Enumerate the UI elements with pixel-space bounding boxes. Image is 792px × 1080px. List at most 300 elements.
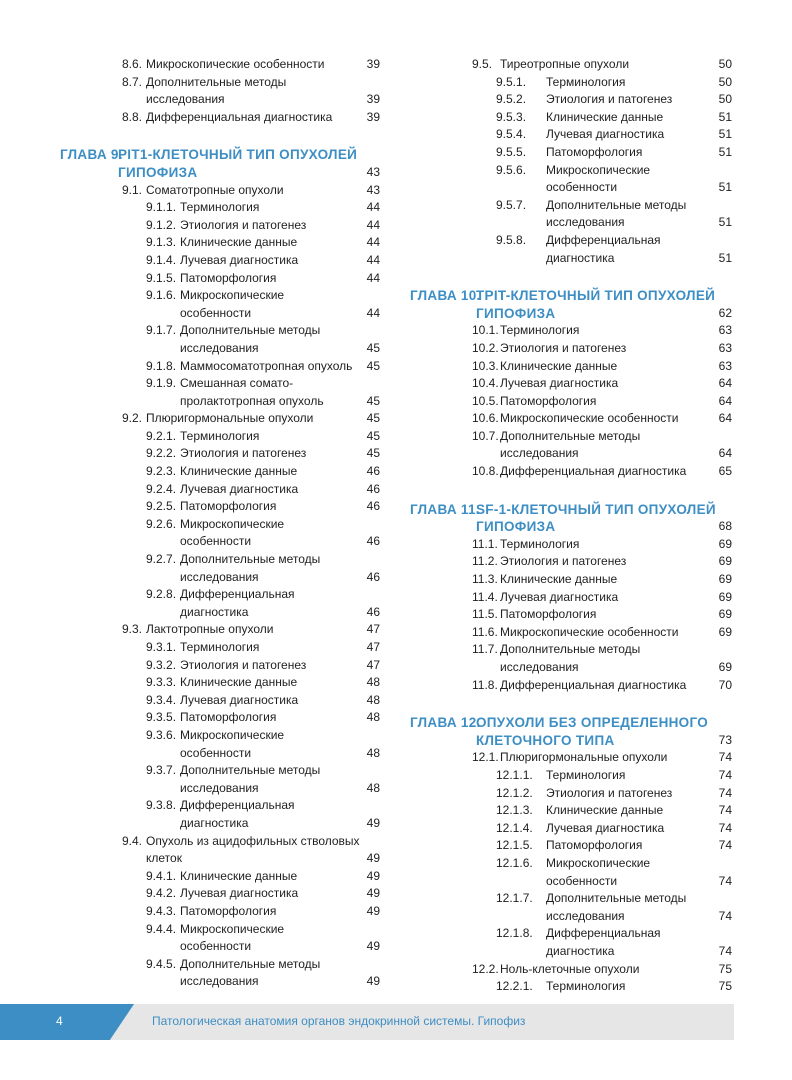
toc-entry — [396, 91, 792, 109]
toc-entry — [0, 868, 392, 886]
section-title-line: Терминология — [180, 428, 260, 443]
section-number: 9.2.6. — [146, 516, 177, 531]
page-number-ref: 74 — [718, 873, 732, 888]
section-number: 9.3.2. — [146, 657, 177, 672]
toc-entry — [396, 358, 792, 376]
section-number: 11.4. — [472, 589, 498, 604]
toc-entry — [396, 820, 792, 838]
section-number: 12.1.5. — [496, 838, 533, 853]
page-number-ref: 63 — [718, 358, 732, 373]
page-number-ref: 75 — [718, 961, 732, 976]
section-number: 9.5.2. — [496, 92, 527, 107]
section-number: 9.2.2. — [146, 446, 177, 461]
toc-entry — [0, 692, 392, 710]
section-title-line: Терминология — [546, 979, 626, 994]
section-number: 9.5.1. — [496, 74, 527, 89]
section-title-line: клеток — [146, 851, 182, 866]
section-title-line: Ноль-клеточные опухоли — [500, 961, 640, 976]
section-title-line: Клинические данные — [546, 109, 664, 124]
toc-entry — [0, 445, 392, 463]
section-number: 10.3. — [472, 358, 499, 373]
section-title-line: Патоморфология — [180, 270, 277, 285]
toc-entry — [396, 536, 792, 554]
toc-entry — [0, 234, 392, 252]
section-number: 12.2. — [472, 961, 499, 976]
section-title-line: Плюригормональные опухоли — [500, 750, 668, 765]
section-title-line: Дополнительные методы — [180, 956, 321, 971]
section-gap — [396, 481, 792, 501]
toc-entry — [0, 551, 392, 586]
section-number: 12.1.7. — [496, 891, 533, 906]
chapter-page-number: 73 — [718, 732, 732, 747]
page-number-ref: 51 — [718, 180, 732, 195]
section-number: 8.7. — [122, 74, 143, 89]
toc-entry — [0, 199, 392, 217]
toc-entry — [396, 410, 792, 428]
section-number: 10.4. — [472, 376, 499, 391]
toc-entry — [396, 162, 792, 197]
section-title-line: пролактотропная опухоль — [180, 393, 324, 408]
page-number-ref: 44 — [366, 200, 380, 215]
page-number-ref: 50 — [718, 74, 732, 89]
page-number-ref: 69 — [718, 607, 732, 622]
section-title-line: Микроскопические особенности — [500, 624, 679, 639]
page-number-ref: 39 — [366, 109, 380, 124]
section-title-line: исследования — [546, 908, 625, 923]
toc-entry — [396, 126, 792, 144]
section-title-line: Клинические данные — [546, 803, 664, 818]
section-number: 9.5. — [472, 57, 493, 71]
section-number: 10.7. — [472, 428, 499, 443]
toc-entry — [396, 232, 792, 267]
toc-column-left — [0, 56, 392, 991]
toc-entry — [0, 322, 392, 357]
page-number-ref: 75 — [718, 979, 732, 994]
section-title-line: Дополнительные методы — [180, 552, 321, 567]
section-title-line: Микроскопические — [180, 288, 285, 303]
section-title-line: Лучевая диагностика — [180, 252, 299, 267]
section-number: 9.3.7. — [146, 763, 177, 778]
section-title-line: Терминология — [546, 767, 626, 782]
toc-entry — [396, 340, 792, 358]
section-number: 11.2. — [472, 554, 498, 569]
toc-entry — [0, 498, 392, 516]
section-title-line: Терминология — [500, 536, 580, 551]
section-number: 11.7. — [472, 642, 498, 657]
page-number-ref: 47 — [366, 657, 380, 672]
page-number-ref: 44 — [366, 252, 380, 267]
section-number: 11.8. — [472, 677, 498, 692]
page-number-ref: 70 — [718, 677, 732, 692]
section-number: 9.4.3. — [146, 903, 177, 918]
section-number: 11.3. — [472, 572, 498, 587]
page-number-ref: 69 — [718, 572, 732, 587]
section-title-line: исследования — [500, 660, 579, 674]
section-number: 9.5.4. — [496, 127, 527, 142]
page-number-ref: 65 — [718, 464, 732, 479]
section-title-line: Этиология и патогенез — [500, 340, 627, 355]
chapter-title-line: SF-1-КЛЕТОЧНЫЙ ТИП ОПУХОЛЕЙ — [476, 501, 716, 517]
section-title-line: особенности — [180, 534, 252, 549]
page-number-ref: 74 — [718, 943, 732, 958]
section-title-line: Дифференциальная диагностика — [500, 464, 687, 479]
page-number-ref: 45 — [366, 446, 380, 461]
section-number: 9.2.5. — [146, 499, 177, 514]
section-title-line: особенности — [546, 180, 618, 195]
page-number-ref: 48 — [366, 675, 380, 690]
section-title-line: Микроскопические — [180, 921, 285, 936]
section-title-line: диагностика — [180, 815, 249, 830]
page-number-ref: 44 — [366, 217, 380, 232]
section-title-line: диагностика — [546, 943, 615, 958]
chapter-title-line: ОПУХОЛИ БЕЗ ОПРЕДЕЛЕННОГО — [476, 715, 709, 731]
chapter-title-line: TPIT-КЛЕТОЧНЫЙ ТИП ОПУХОЛЕЙ — [476, 288, 716, 304]
section-title-line: Патоморфология — [546, 838, 643, 853]
section-title-line: Клинические данные — [500, 572, 618, 587]
toc-entry — [396, 677, 792, 695]
page-number-ref: 63 — [718, 323, 732, 338]
section-number: 12.1.1. — [496, 767, 533, 782]
section-title-line: исследования — [546, 215, 625, 230]
section-number: 8.6. — [122, 57, 143, 71]
section-title-line: Микроскопические — [546, 855, 651, 870]
section-number: 9.1.9. — [146, 376, 177, 391]
page-number-ref: 69 — [718, 536, 732, 551]
page-number-ref: 49 — [366, 851, 380, 866]
section-number: 9.1.1. — [146, 200, 177, 215]
section-title-line: Опухоль из ацидофильных стволовых — [146, 833, 360, 848]
running-title: Патологическая анатомия органов эндокринной системы. Гипофиз — [152, 1014, 526, 1028]
page-number-ref: 49 — [366, 974, 380, 989]
section-title-line: Этиология и патогенез — [180, 657, 307, 672]
section-number: 9.5.7. — [496, 197, 527, 212]
section-title-line: Микроскопические — [180, 727, 285, 742]
toc-entry — [0, 586, 392, 621]
section-title-line: Патоморфология — [180, 710, 277, 725]
section-number: 9.1.6. — [146, 288, 177, 303]
section-title-line: Патоморфология — [180, 903, 277, 918]
section-number: 9.3. — [122, 622, 143, 637]
section-number: 9.5.8. — [496, 232, 527, 247]
toc-entry — [0, 270, 392, 288]
section-number: 9.1.7. — [146, 323, 177, 338]
page-number-ref: 39 — [366, 57, 380, 71]
page-number-ref: 74 — [718, 908, 732, 923]
page-number-ref: 69 — [718, 554, 732, 569]
page-number-ref: 45 — [366, 340, 380, 355]
section-number: 10.6. — [472, 411, 499, 426]
toc-entry — [0, 428, 392, 446]
section-number: 12.1.3. — [496, 803, 533, 818]
page-number-ref: 44 — [366, 305, 380, 320]
page-number-ref: 69 — [718, 589, 732, 604]
page-number-ref: 74 — [718, 785, 732, 800]
toc-entry — [0, 621, 392, 639]
page-number-ref: 64 — [718, 446, 732, 461]
section-number: 9.4.1. — [146, 868, 177, 883]
section-title-line: Лучевая диагностика — [546, 127, 665, 142]
section-title-line: Микроскопические — [180, 516, 285, 531]
page-number-ref: 44 — [366, 270, 380, 285]
page-number-ref: 46 — [366, 604, 380, 619]
section-number: 9.3.6. — [146, 727, 177, 742]
page-number-ref: 69 — [718, 660, 732, 674]
page-number-ref: 49 — [366, 903, 380, 918]
page-number-ref: 64 — [718, 376, 732, 391]
section-number: 9.4.5. — [146, 956, 177, 971]
page-number-ref: 74 — [718, 750, 732, 765]
toc-column-right — [396, 56, 792, 996]
toc-entry — [0, 74, 392, 109]
page-number-ref: 46 — [366, 569, 380, 584]
section-title-line: Клинические данные — [180, 235, 298, 250]
section-number: 12.1.4. — [496, 820, 533, 835]
section-title-line: Клинические данные — [180, 868, 298, 883]
toc-entry — [0, 481, 392, 499]
toc-entry — [396, 197, 792, 232]
toc-entry — [0, 56, 392, 74]
section-number: 9.5.5. — [496, 144, 527, 159]
toc-entry — [396, 802, 792, 820]
section-gap — [396, 694, 792, 714]
section-title-line: особенности — [546, 873, 618, 888]
toc-entry — [396, 56, 792, 74]
section-number: 9.1.5. — [146, 270, 177, 285]
toc-entry — [0, 956, 392, 991]
section-number: 9.1.3. — [146, 235, 177, 250]
page-number-ref: 48 — [366, 745, 380, 760]
page-number-ref: 74 — [718, 767, 732, 782]
page-number-ref: 50 — [718, 57, 732, 71]
toc-entry — [0, 903, 392, 921]
section-title-line: Дополнительные методы — [500, 642, 641, 657]
page-number-ref: 50 — [718, 92, 732, 107]
section-title-line: Плюригормональные опухоли — [146, 411, 314, 426]
section-title-line: Лучевая диагностика — [500, 376, 619, 391]
section-title-line: Этиология и патогенез — [546, 92, 673, 107]
chapter-page-number: 62 — [718, 305, 732, 320]
section-title-line: Лактотропные опухоли — [146, 622, 274, 637]
section-number: 12.2.1. — [496, 979, 533, 994]
toc-entry — [0, 375, 392, 410]
section-number: 9.4. — [122, 833, 143, 848]
page-number-ref: 51 — [718, 127, 732, 142]
section-title-line: исследования — [500, 446, 579, 461]
page-number-ref: 46 — [366, 534, 380, 549]
toc-entry — [0, 921, 392, 956]
section-number: 8.8. — [122, 109, 143, 124]
toc-entry — [0, 657, 392, 675]
toc-entry — [0, 885, 392, 903]
page-number-ref: 51 — [718, 215, 732, 230]
section-title-line: Лучевая диагностика — [546, 820, 665, 835]
toc-entry — [0, 358, 392, 376]
toc-entry — [396, 463, 792, 481]
section-number: 10.8. — [472, 464, 499, 479]
section-title-line: Клинические данные — [180, 464, 298, 479]
section-title-line: Тиреотропные опухоли — [500, 57, 630, 71]
section-title-line: Дифференциальная — [180, 587, 295, 602]
chapter-heading — [396, 501, 792, 536]
section-title-line: Клинические данные — [180, 675, 298, 690]
section-title-line: Патоморфология — [180, 499, 277, 514]
section-number: 9.2. — [122, 411, 143, 426]
chapter-label: ГЛАВА 10. — [410, 288, 481, 304]
section-number: 9.4.2. — [146, 886, 177, 901]
toc-entry — [396, 785, 792, 803]
toc-entry — [396, 393, 792, 411]
page-number-ref: 47 — [366, 640, 380, 654]
toc-entry — [396, 925, 792, 960]
page-number-ref: 49 — [366, 939, 380, 954]
section-number: 9.5.3. — [496, 109, 527, 124]
section-title-line: Лучевая диагностика — [180, 481, 299, 496]
toc-entry — [396, 624, 792, 642]
page-number-ref: 51 — [718, 250, 732, 265]
page-number-ref: 43 — [366, 182, 380, 197]
section-title-line: Лучевая диагностика — [180, 692, 299, 707]
section-title-line: исследования — [180, 569, 259, 584]
page-number-ref: 45 — [366, 393, 380, 408]
section-title-line: Дополнительные методы — [146, 74, 287, 89]
section-title-line: Этиология и патогенез — [500, 554, 627, 569]
chapter-heading — [396, 287, 792, 322]
section-title-line: Терминология — [546, 74, 626, 89]
toc-entry — [396, 641, 792, 676]
toc-entry — [396, 606, 792, 624]
section-title-line: Лучевая диагностика — [180, 886, 299, 901]
page-number-ref: 46 — [366, 499, 380, 514]
page-number-ref: 48 — [366, 710, 380, 725]
section-number: 9.1.8. — [146, 358, 177, 373]
section-gap — [396, 267, 792, 287]
section-number: 9.3.1. — [146, 640, 177, 654]
toc-entry — [0, 727, 392, 762]
section-gap — [0, 126, 392, 146]
section-number: 9.2.3. — [146, 464, 177, 479]
toc-entry — [0, 217, 392, 235]
section-title-line: исследования — [180, 340, 259, 355]
section-number: 10.1. — [472, 323, 499, 338]
section-number: 9.1.4. — [146, 252, 177, 267]
section-title-line: особенности — [180, 745, 252, 760]
section-title-line: Соматотропные опухоли — [146, 182, 284, 197]
section-title-line: Лучевая диагностика — [500, 589, 619, 604]
section-title-line: Дифференциальная — [180, 798, 295, 813]
section-number: 9.2.4. — [146, 481, 177, 496]
section-number: 12.1.8. — [496, 926, 533, 941]
page-number-ref: 49 — [366, 868, 380, 883]
section-number: 9.4.4. — [146, 921, 177, 936]
section-title-line: диагностика — [546, 250, 615, 265]
page-number-ref: 46 — [366, 481, 380, 496]
toc-entry — [0, 762, 392, 797]
section-title-line: Микроскопические — [546, 162, 651, 177]
chapter-title-line: ГИПОФИЗА — [118, 164, 198, 180]
section-number: 12.1.2. — [496, 785, 533, 800]
section-title-line: Дополнительные методы — [546, 891, 687, 906]
toc-entry — [396, 144, 792, 162]
section-number: 9.3.3. — [146, 675, 177, 690]
toc-entry — [396, 428, 792, 463]
section-number: 11.6. — [472, 624, 498, 639]
section-title-line: Патоморфология — [546, 144, 643, 159]
toc-entry — [396, 571, 792, 589]
section-title-line: Дифференциальная диагностика — [500, 677, 687, 692]
section-title-line: Терминология — [180, 640, 260, 654]
toc-entry — [396, 109, 792, 127]
toc-entry — [396, 855, 792, 890]
toc-entry — [0, 287, 392, 322]
toc-entry — [396, 553, 792, 571]
page-number-ref: 51 — [718, 109, 732, 124]
section-title-line: Клинические данные — [500, 358, 618, 373]
toc-entry — [396, 961, 792, 979]
section-title-line: Терминология — [180, 200, 260, 215]
page-number-ref: 44 — [366, 235, 380, 250]
section-title-line: Этиология и патогенез — [546, 785, 673, 800]
toc-entry — [0, 109, 392, 127]
page-number-ref: 64 — [718, 411, 732, 426]
toc-entry — [396, 322, 792, 340]
toc-entry — [396, 74, 792, 92]
section-number: 12.1.6. — [496, 855, 533, 870]
section-title-line: Терминология — [500, 323, 580, 338]
section-number: 9.2.7. — [146, 552, 177, 567]
section-title-line: Смешанная сомато- — [180, 376, 294, 391]
section-number: 12.1. — [472, 750, 499, 765]
section-title-line: Дополнительные методы — [180, 323, 321, 338]
page-number-ref: 47 — [366, 622, 380, 637]
toc-entry — [0, 182, 392, 200]
section-number: 11.5. — [472, 607, 498, 622]
section-title-line: особенности — [180, 305, 252, 320]
toc-entry — [0, 516, 392, 551]
section-title-line: Дифференциальная — [546, 926, 661, 941]
chapter-label: ГЛАВА 12. — [410, 715, 481, 731]
chapter-title-line: ГИПОФИЗА — [476, 519, 556, 535]
toc-entry — [396, 589, 792, 607]
chapter-label: ГЛАВА 9. — [60, 147, 123, 163]
toc-entry — [0, 463, 392, 481]
chapter-heading — [396, 714, 792, 749]
section-title-line: Дополнительные методы — [546, 197, 687, 212]
section-title-line: Дополнительные методы — [500, 428, 641, 443]
chapter-page-number: 43 — [366, 164, 380, 179]
toc-entry — [0, 833, 392, 868]
page-number-ref: 48 — [366, 692, 380, 707]
page-number-ref: 64 — [718, 393, 732, 408]
page-number-ref: 45 — [366, 358, 380, 373]
section-title-line: особенности — [180, 939, 252, 954]
toc-entry — [396, 375, 792, 393]
toc-entry — [396, 767, 792, 785]
section-title-line: Патоморфология — [500, 607, 597, 622]
page-number-ref: 48 — [366, 780, 380, 795]
page-number-ref: 45 — [366, 428, 380, 443]
chapter-label: ГЛАВА 11. — [410, 501, 480, 517]
section-number: 9.3.8. — [146, 798, 177, 813]
section-title-line: Микроскопические особенности — [146, 57, 325, 71]
toc-entry — [0, 709, 392, 727]
page-number-ref: 49 — [366, 886, 380, 901]
page-number-ref: 46 — [366, 464, 380, 479]
section-number: 10.2. — [472, 340, 499, 355]
page-number-ref: 69 — [718, 624, 732, 639]
chapter-page-number: 68 — [718, 519, 732, 534]
page-number: 4 — [56, 1014, 63, 1028]
section-title-line: Дифференциальная — [546, 232, 661, 247]
